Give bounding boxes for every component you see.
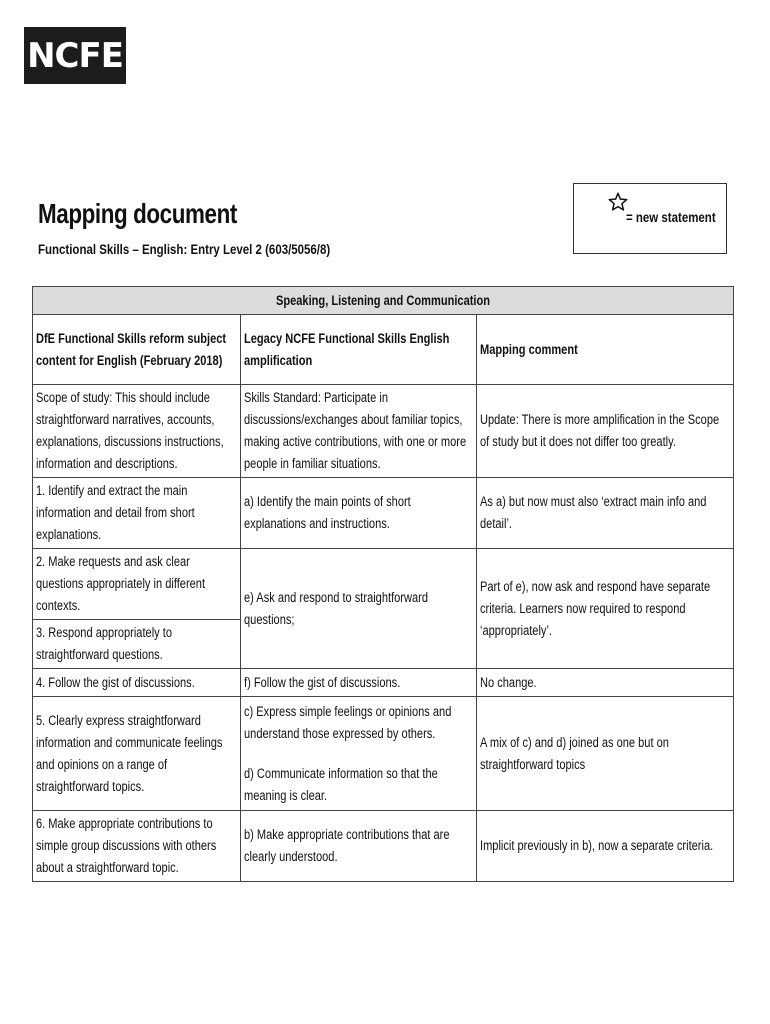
header-row [33, 315, 734, 385]
table-cell: 6. Make appropriate contributions to simple group discussions with others about a straightforward topic. [33, 811, 241, 882]
table-cell: 3. Respond appropriately to straightforward questions. [33, 620, 241, 669]
section-title: Speaking, Listening and Communication [33, 287, 734, 315]
table-cell: e) Ask and respond to straightforward questions; [241, 549, 477, 669]
column-header-dfe: DfE Functional Skills reform subject content for English (February 2018) [33, 315, 241, 385]
table-cell: b) Make appropriate contributions that are clearly understood. [241, 811, 477, 882]
table-cell: 4. Follow the gist of discussions. [33, 669, 241, 697]
table-cell: No change. [477, 669, 734, 697]
star-outline-icon [608, 192, 628, 212]
table-cell: a) Identify the main points of short explanations and instructions. [241, 478, 477, 549]
table-row [33, 478, 734, 549]
table-cell: A mix of c) and d) joined as one but on straightforward topics [477, 697, 734, 811]
table-cell: Scope of study: This should include straightforward narratives, accounts, explanations, discussions instructions, information and descriptions. [33, 385, 241, 478]
table-row [33, 385, 734, 478]
page-subtitle: Functional Skills – English: Entry Level 2 (603/5056/8) [38, 241, 331, 257]
table-cell: Implicit previously in b), now a separate criteria. [477, 811, 734, 882]
table-cell: 1. Identify and extract the main information and detail from short explanations. [33, 478, 241, 549]
table-cell: Skills Standard: Participate in discussions/exchanges about familiar topics, making active contributions, with one or more people in familiar situations. [241, 385, 477, 478]
table-row [33, 811, 734, 882]
table-cell: c) Express simple feelings or opinions and understand those expressed by others. d) Communicate information so that the meaning is clear. [241, 697, 477, 811]
section-row [33, 287, 734, 315]
legend-box [573, 183, 727, 254]
page-title: Mapping document [38, 198, 237, 229]
table-row [33, 697, 734, 811]
table-cell: 2. Make requests and ask clear questions appropriately in different contexts. [33, 549, 241, 620]
table-cell: Part of e), now ask and respond have separate criteria. Learners now required to respond ‘appropriately’. [477, 549, 734, 669]
table-cell: Update: There is more amplification in the Scope of study but it does not differ too greatly. [477, 385, 734, 478]
table-row [33, 549, 734, 620]
column-header-legacy: Legacy NCFE Functional Skills English amplification [241, 315, 477, 385]
table-cell: 5. Clearly express straightforward information and communicate feelings and opinions on a range of straightforward topics. [33, 697, 241, 811]
table-cell: f) Follow the gist of discussions. [241, 669, 477, 697]
table-row [33, 669, 734, 697]
table-cell: As a) but now must also ‘extract main info and detail’. [477, 478, 734, 549]
legend-text: = new statement [626, 209, 716, 225]
column-header-comment: Mapping comment [477, 315, 734, 385]
mapping-table [32, 286, 734, 882]
ncfe-logo: NCFE [24, 27, 126, 84]
